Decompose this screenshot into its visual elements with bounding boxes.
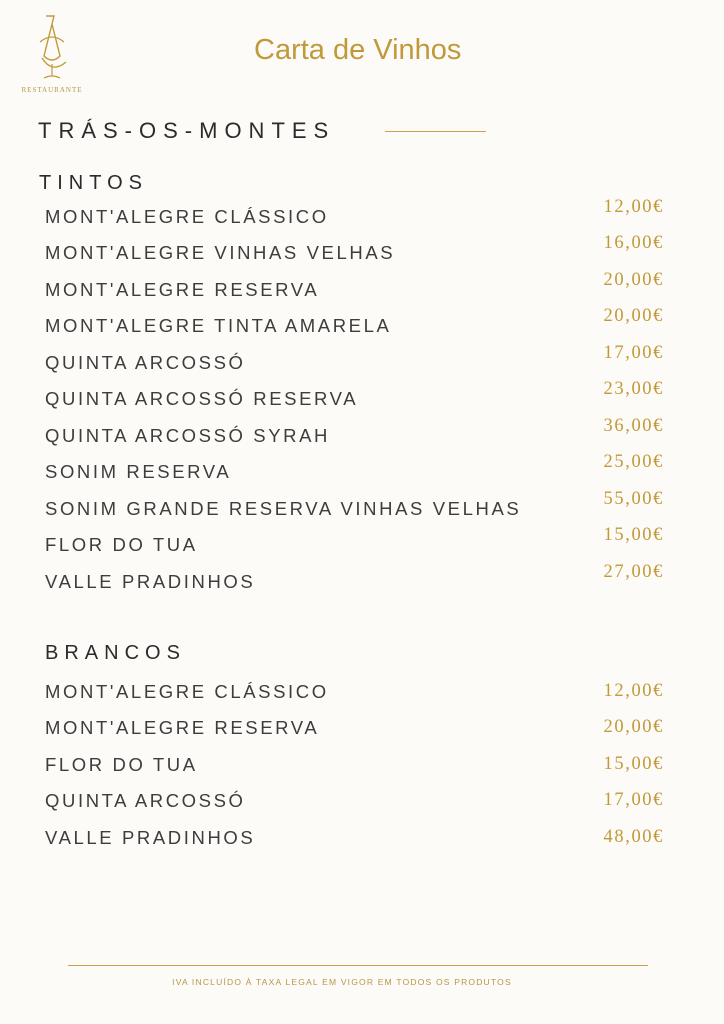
wine-row [0, 197, 724, 236]
wine-price: 25,00€ [603, 452, 664, 472]
wine-price: 15,00€ [603, 525, 664, 545]
wine-name: MONT'ALEGRE TINTA AMARELA [45, 315, 392, 336]
wine-row [0, 562, 724, 601]
wine-row [0, 233, 724, 272]
restaurant-logo [14, 12, 90, 98]
wine-name: VALLE PRADINHOS [45, 571, 256, 592]
wine-row [0, 790, 724, 820]
footer-note: IVA INCLUÍDO À TAXA LEGAL EM VIGOR EM TODOS OS PRODUTOS [172, 977, 512, 987]
wine-row [0, 827, 724, 857]
wine-name: FLOR DO TUA [45, 534, 198, 555]
wine-name: QUINTA ARCOSSÓ RESERVA [45, 388, 359, 409]
wine-name: FLOR DO TUA [45, 754, 198, 775]
logo-text: RESTAURANTE [21, 86, 83, 94]
section-heading-brancos: BRANCOS [45, 642, 186, 664]
wine-name: SONIM GRANDE RESERVA VINHAS VELHAS [45, 498, 522, 519]
wine-price: 17,00€ [603, 790, 664, 810]
wine-row [0, 717, 724, 747]
wine-name: MONT'ALEGRE VINHAS VELHAS [45, 242, 396, 263]
wine-price: 23,00€ [603, 379, 664, 399]
wine-price: 20,00€ [603, 306, 664, 326]
wine-price: 36,00€ [603, 416, 664, 436]
wine-name: MONT'ALEGRE RESERVA [45, 717, 320, 738]
wine-row [0, 452, 724, 491]
wine-price: 48,00€ [603, 827, 664, 847]
wine-row [0, 416, 724, 455]
wine-price: 20,00€ [603, 270, 664, 290]
page-title: Carta de Vinhos [254, 34, 462, 66]
wine-row [0, 525, 724, 564]
region-heading: TRÁS-OS-MONTES [38, 118, 336, 143]
wine-price: 16,00€ [603, 233, 664, 253]
wine-price: 12,00€ [603, 197, 664, 217]
section-heading-tintos: TINTOS [39, 172, 148, 194]
wine-price: 12,00€ [603, 681, 664, 701]
wine-name: SONIM RESERVA [45, 461, 232, 482]
wine-name: QUINTA ARCOSSÓ [45, 352, 246, 373]
wine-row [0, 343, 724, 382]
wine-row [0, 754, 724, 784]
wine-price: 27,00€ [603, 562, 664, 582]
wine-name: QUINTA ARCOSSÓ [45, 790, 246, 811]
wine-name: MONT'ALEGRE CLÁSSICO [45, 681, 329, 702]
wine-price: 17,00€ [603, 343, 664, 363]
wine-row [0, 489, 724, 528]
wine-row [0, 270, 724, 309]
wine-price: 15,00€ [603, 754, 664, 774]
wine-price: 20,00€ [603, 717, 664, 737]
wine-name: MONT'ALEGRE RESERVA [45, 279, 320, 300]
wine-name: MONT'ALEGRE CLÁSSICO [45, 206, 329, 227]
region-divider [385, 131, 486, 132]
footer-divider [68, 965, 648, 966]
wine-glass-logo-icon [32, 12, 72, 84]
wine-name: VALLE PRADINHOS [45, 827, 256, 848]
wine-row [0, 306, 724, 345]
wine-price: 55,00€ [603, 489, 664, 509]
wine-row [0, 379, 724, 418]
wine-name: QUINTA ARCOSSÓ SYRAH [45, 425, 331, 446]
wine-row [0, 681, 724, 711]
